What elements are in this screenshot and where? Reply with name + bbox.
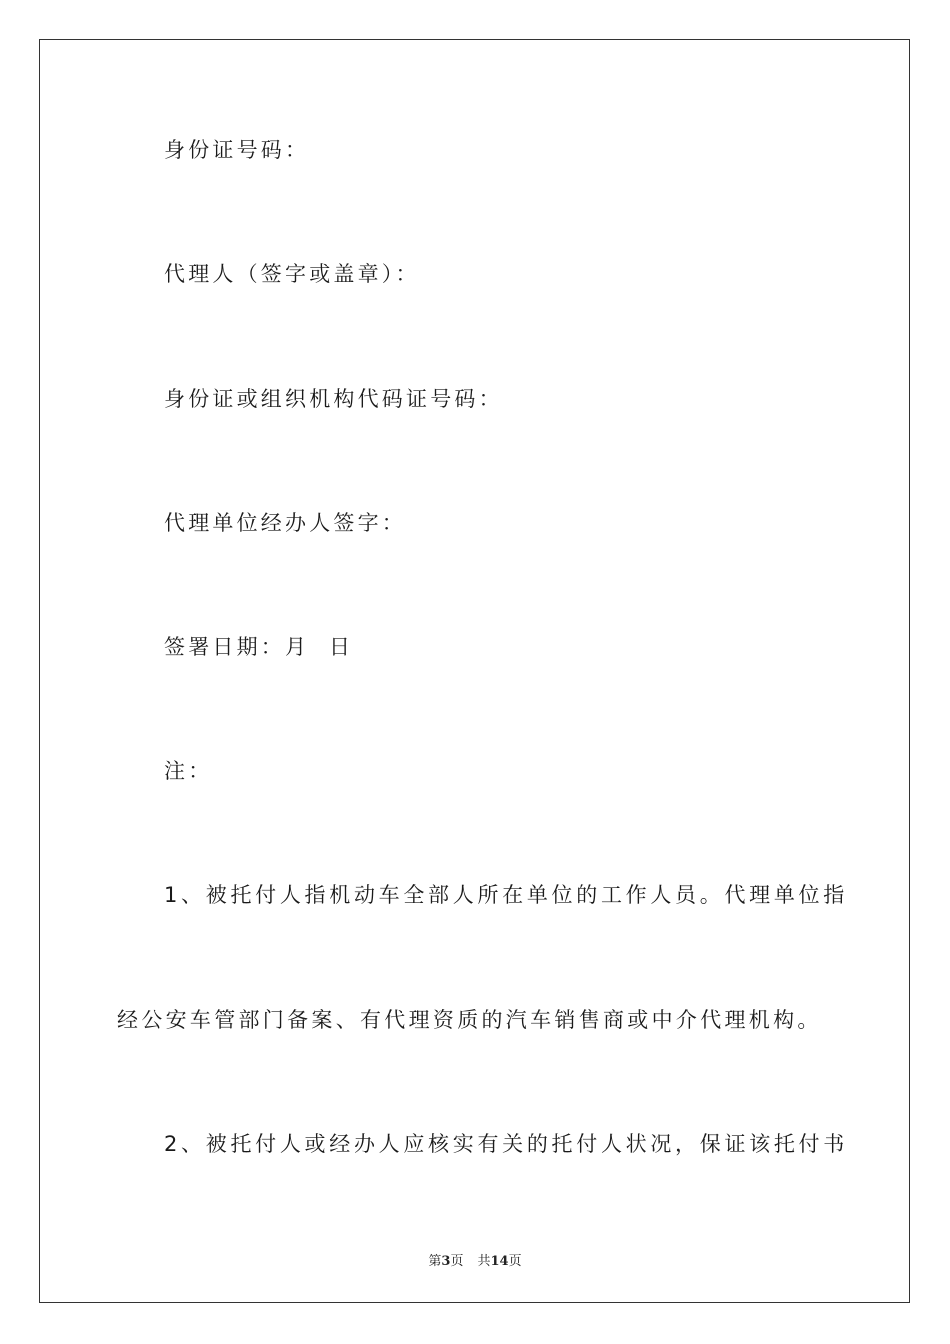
footer-page-suffix: 页 [450, 1254, 464, 1269]
agent-signature-label: 代理人（签字或盖章）： [164, 262, 420, 286]
footer-page-number: 3 [441, 1254, 451, 1269]
footer-total-prefix: 共 [477, 1254, 491, 1269]
signing-date-label: 签署日期：月 日 [164, 635, 354, 659]
agency-handler-signature-label: 代理单位经办人签字： [164, 511, 406, 535]
note-2-line-1: 2、被托付人或经办人应核实有关的托付人状况，保证该托付书 [164, 1132, 848, 1156]
note-1-line-1: 1、被托付人指机动车全部人所在单位的工作人员。代理单位指 [164, 883, 848, 907]
page-border [39, 39, 910, 1303]
id-number-label: 身份证号码： [164, 138, 310, 162]
notes-heading: 注： [164, 759, 213, 783]
id-or-org-code-label: 身份证或组织机构代码证号码： [164, 387, 503, 411]
footer-total-pages: 14 [490, 1254, 509, 1269]
footer-total-suffix: 页 [508, 1254, 522, 1269]
page-footer [0, 1250, 950, 1269]
footer-page-prefix: 第 [428, 1254, 442, 1269]
note-1-line-2: 经公安车管部门备案、有代理资质的汽车销售商或中介代理机构。 [117, 1008, 822, 1032]
